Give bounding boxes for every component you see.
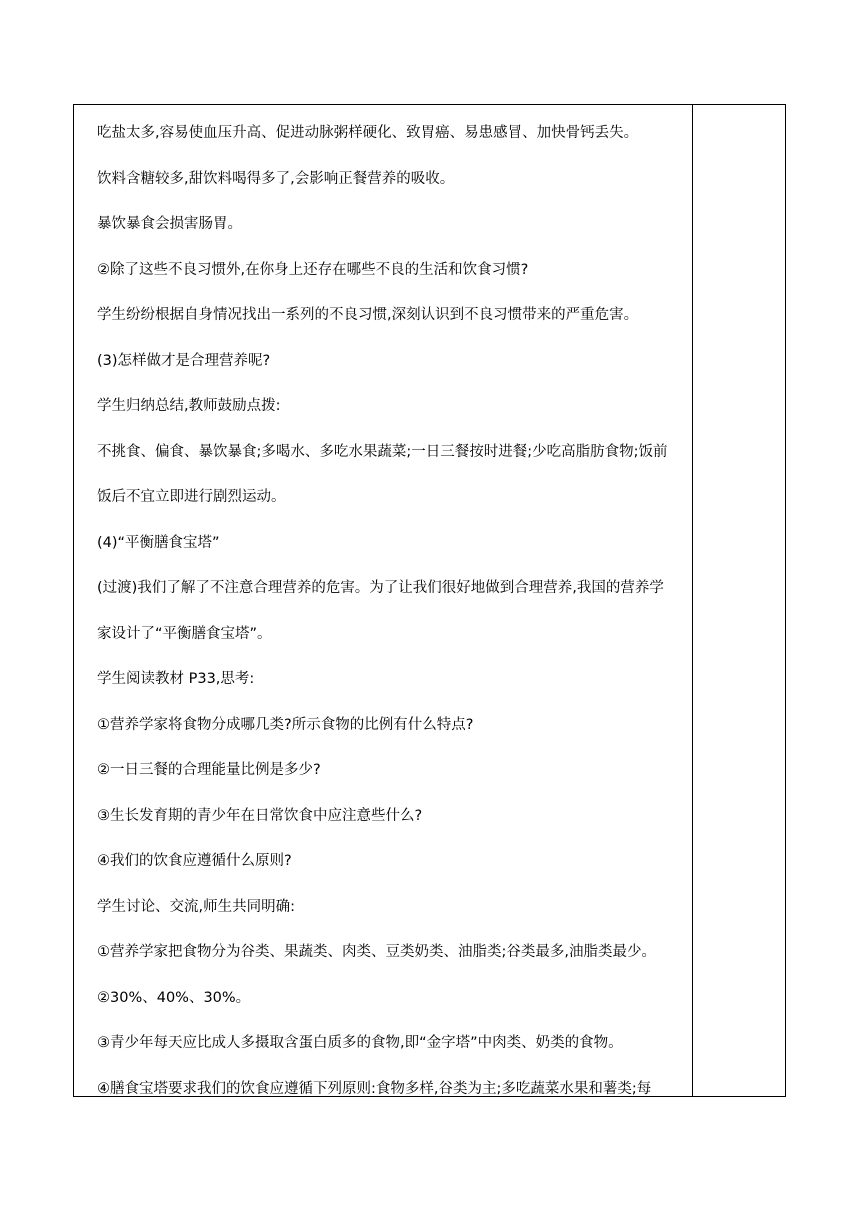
answer-meal-ratio: ②30%、40%、30%。 [97, 989, 251, 1006]
paragraph-transition-line-1: (过渡)我们了解了不注意合理营养的危害。为了让我们很好地做到合理营养,我国的营养学 [97, 580, 664, 596]
answer-teen-diet: ③青少年每天应比成人多摄取含蛋白质多的食物,即“金字塔”中肉类、奶类的食物。 [97, 1035, 623, 1051]
paragraph-overeating: 暴饮暴食会损害肠胃。 [97, 216, 242, 232]
lesson-content-cell [97, 104, 689, 1097]
question-teen-diet: ③生长发育期的青少年在日常饮食中应注意些什么? [97, 807, 423, 824]
paragraph-transition-line-2: 家设计了“平衡膳食宝塔”。 [97, 625, 272, 642]
heading-food-pagoda: (4)“平衡膳食宝塔” [97, 534, 220, 551]
question-bad-habits: ②除了这些不良习惯外,在你身上还存在哪些不良的生活和饮食习惯? [97, 261, 529, 278]
answer-diet-principles: ④膳食宝塔要求我们的饮食应遵循下列原则:食物多样,谷类为主;多吃蔬菜水果和薯类;每 [97, 1080, 652, 1097]
paragraph-reading-prompt: 学生阅读教材 P33,思考: [97, 671, 255, 687]
question-meal-ratio: ②一日三餐的合理能量比例是多少? [97, 762, 321, 778]
paragraph-salt: 吃盐太多,容易使血压升高、促进动脉粥样硬化、致胃癌、易患感冒、加快骨钙丢失。 [97, 125, 639, 141]
question-food-categories: ①营养学家将食物分成哪几类?所示食物的比例有什么特点? [97, 716, 474, 733]
paragraph-summary-line-2: 饭后不宜立即进行剧烈运动。 [97, 489, 286, 505]
paragraph-student-response: 学生纷纷根据自身情况找出一系列的不良习惯,深刻认识到不良习惯带来的严重危害。 [97, 307, 639, 323]
paragraph-summary-line-1: 不挑食、偏食、暴饮暴食;多喝水、多吃水果蔬菜;一日三餐按时进餐;少吃高脂肪食物;饭前 [97, 443, 668, 460]
notes-cell [693, 105, 785, 1096]
paragraph-summary-intro: 学生归纳总结,教师鼓励点拨: [97, 398, 281, 414]
question-diet-principles: ④我们的饮食应遵循什么原则? [97, 853, 292, 869]
heading-reasonable-nutrition: (3)怎样做才是合理营养呢? [97, 352, 271, 369]
paragraph-discussion-intro: 学生讨论、交流,师生共同明确: [97, 898, 295, 915]
paragraph-sugar-drinks: 饮料含糖较多,甜饮料喝得多了,会影响正餐营养的吸收。 [97, 170, 455, 187]
answer-food-categories: ①营养学家把食物分为谷类、果蔬类、肉类、豆类奶类、油脂类;谷类最多,油脂类最少。 [97, 944, 656, 960]
